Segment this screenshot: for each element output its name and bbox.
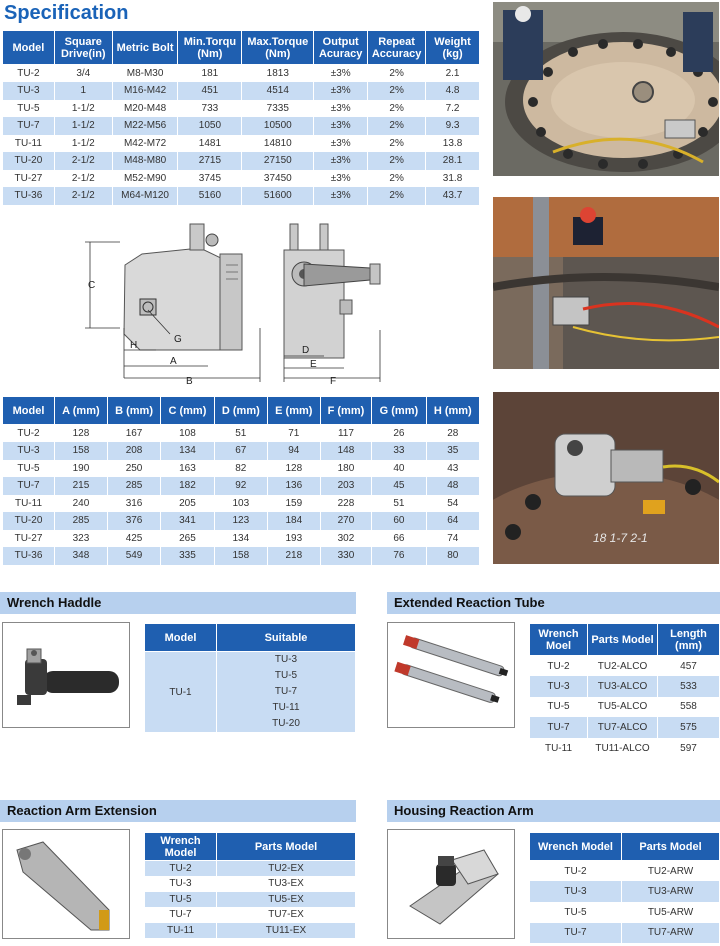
suitable-item: TU-3 (274, 654, 298, 665)
table-row (530, 697, 720, 718)
table-cell: 2% (368, 65, 426, 83)
table-cell: 66 (372, 530, 426, 548)
table-row (530, 923, 720, 944)
table-cell: TU-5 (530, 697, 588, 718)
table-cell: TU-2 (3, 65, 55, 83)
table-row (3, 152, 480, 170)
table-cell: TU-2 (530, 861, 622, 882)
col-header: H (mm) (426, 397, 479, 425)
table-cell: 533 (658, 676, 720, 697)
handle-table (144, 623, 356, 732)
tube-table (529, 623, 720, 758)
suitable-item: TU-20 (272, 718, 300, 729)
table-row (3, 82, 480, 100)
table-cell: 330 (320, 547, 372, 565)
table-cell: TU-27 (3, 530, 55, 548)
table-cell: TU-36 (3, 547, 55, 565)
dimension-diagram (80, 210, 390, 386)
table-cell: 270 (320, 512, 372, 530)
table-cell: M52-M90 (112, 170, 178, 188)
table-cell: TU2-EX (217, 861, 356, 877)
table-cell: TU-5 (145, 892, 217, 908)
table-cell: TU-5 (3, 100, 55, 118)
table-cell: TU7-EX (217, 907, 356, 923)
table-cell: ±3% (314, 135, 368, 153)
table-cell: 159 (268, 495, 321, 513)
table-cell: TU-7 (530, 923, 622, 944)
table-cell: TU-3 (145, 876, 217, 892)
dim-label-d: D (302, 345, 310, 356)
table-cell: TU-20 (3, 152, 55, 170)
table-cell: 2-1/2 (54, 152, 112, 170)
table-cell: 3745 (178, 170, 242, 188)
col-header: Square Drive(in) (54, 31, 112, 65)
table-cell: 208 (107, 442, 160, 460)
col-header: D (mm) (214, 397, 267, 425)
table-cell: 4514 (242, 82, 314, 100)
dim-label-a: A (170, 356, 177, 367)
table-row (3, 117, 480, 135)
table-cell: 5160 (178, 187, 242, 205)
col-header: Wrench Moel (530, 624, 588, 656)
table-cell: 80 (426, 547, 479, 565)
col-header: Repeat Accuracy (368, 31, 426, 65)
table-cell: 76 (372, 547, 426, 565)
table-cell: TU-5 (3, 460, 55, 478)
table-cell: 74 (426, 530, 479, 548)
table-cell: 451 (178, 82, 242, 100)
table-row (3, 530, 480, 548)
col-header: A (mm) (55, 397, 108, 425)
table-cell: 14810 (242, 135, 314, 153)
page-title: Specification (4, 2, 129, 24)
table-row (3, 100, 480, 118)
table-cell: M22-M56 (112, 117, 178, 135)
table-cell: M16-M42 (112, 82, 178, 100)
table-cell: 92 (214, 477, 267, 495)
table-cell: TU2-ARW (622, 861, 720, 882)
table-cell: TU-27 (3, 170, 55, 188)
wrench-photo (493, 392, 719, 564)
table-cell: 60 (372, 512, 426, 530)
table-cell: 117 (320, 425, 372, 443)
tube-image (387, 622, 515, 728)
table-cell: ±3% (314, 117, 368, 135)
dim-label-e: E (310, 359, 317, 370)
table-cell: 1-1/2 (54, 135, 112, 153)
table-row (3, 495, 480, 513)
table-row (530, 881, 720, 902)
table-cell: 2-1/2 (54, 170, 112, 188)
table-row (3, 170, 480, 188)
table-row (530, 738, 720, 759)
specification-table (2, 30, 480, 205)
table-cell: 148 (320, 442, 372, 460)
col-header: G (mm) (372, 397, 426, 425)
table-row (3, 442, 480, 460)
table-cell: TU5-ALCO (588, 697, 658, 718)
table-cell: 28.1 (426, 152, 480, 170)
table-cell: 48 (426, 477, 479, 495)
table-cell: 33 (372, 442, 426, 460)
table-cell: TU-3 (530, 881, 622, 902)
table-cell: 250 (107, 460, 160, 478)
table-cell: TU-7 (3, 117, 55, 135)
table-cell: 302 (320, 530, 372, 548)
table-row (145, 892, 356, 908)
table-cell: 457 (658, 656, 720, 677)
col-header: Length (mm) (658, 624, 720, 656)
svg-text:18 1-7 2-1: 18 1-7 2-1 (593, 531, 648, 545)
table-row (530, 861, 720, 882)
table-cell: 158 (214, 547, 267, 565)
col-header: Min.Torqu (Nm) (178, 31, 242, 65)
table-cell: 51 (372, 495, 426, 513)
table-cell: 181 (178, 65, 242, 83)
table-cell: 335 (161, 547, 214, 565)
table-cell: 35 (426, 442, 479, 460)
table-cell: 167 (107, 425, 160, 443)
table-cell: TU-3 (3, 442, 55, 460)
table-cell: 341 (161, 512, 214, 530)
col-header: Suitable (217, 624, 356, 652)
table-cell: TU5-EX (217, 892, 356, 908)
table-cell: 184 (268, 512, 321, 530)
table-row (530, 676, 720, 697)
table-cell: 2% (368, 117, 426, 135)
table-cell: 1481 (178, 135, 242, 153)
table-cell: 103 (214, 495, 267, 513)
table-cell: 7.2 (426, 100, 480, 118)
table-cell: 575 (658, 717, 720, 738)
table-cell: 597 (658, 738, 720, 759)
col-header: Metric Bolt (112, 31, 178, 65)
table-cell: 13.8 (426, 135, 480, 153)
table-cell: 2% (368, 152, 426, 170)
table-cell: 1-1/2 (54, 117, 112, 135)
table-cell: TU7-ALCO (588, 717, 658, 738)
flange-photo-2 (493, 197, 719, 369)
col-header: Parts Model (622, 833, 720, 861)
table-row (3, 65, 480, 83)
table-cell: TU-2 (145, 861, 217, 877)
table-cell: 205 (161, 495, 214, 513)
table-cell: 348 (55, 547, 108, 565)
table-row (530, 656, 720, 677)
table-cell: 158 (55, 442, 108, 460)
table-cell: TU-2 (530, 656, 588, 677)
table-cell: TU-7 (145, 907, 217, 923)
table-cell: TU-20 (3, 512, 55, 530)
table-cell: TU5-ARW (622, 902, 720, 923)
dim-label-f: F (330, 376, 337, 386)
table-cell: 180 (320, 460, 372, 478)
col-header: Output Acuracy (314, 31, 368, 65)
table-cell: TU3-ALCO (588, 676, 658, 697)
table-cell: 67 (214, 442, 267, 460)
table-cell: 94 (268, 442, 321, 460)
table-cell: 3/4 (54, 65, 112, 83)
table-cell: TU-5 (530, 902, 622, 923)
table-row (3, 425, 480, 443)
table-cell: ±3% (314, 82, 368, 100)
table-cell: TU3-ARW (622, 881, 720, 902)
section-extended-reaction-tube: Extended Reaction Tube (387, 592, 720, 614)
table-cell: 2% (368, 82, 426, 100)
section-wrench-handle: Wrench Haddle (0, 592, 356, 614)
table-cell: 128 (55, 425, 108, 443)
table-cell: M20-M48 (112, 100, 178, 118)
arm-extension-image (2, 829, 130, 939)
col-header: Model (3, 397, 55, 425)
table-row (3, 477, 480, 495)
table-row (530, 902, 720, 923)
col-header: C (mm) (161, 397, 214, 425)
section-reaction-arm-extension: Reaction Arm Extension (0, 800, 356, 822)
table-cell: 316 (107, 495, 160, 513)
table-cell: 27150 (242, 152, 314, 170)
table-cell: 54 (426, 495, 479, 513)
table-cell: 2-1/2 (54, 187, 112, 205)
table-cell: 134 (161, 442, 214, 460)
dimension-table (2, 396, 480, 565)
table-cell: 240 (55, 495, 108, 513)
table-row (3, 187, 480, 205)
table-row (3, 547, 480, 565)
suitable-item: TU-11 (272, 702, 300, 713)
table-cell: TU-3 (530, 676, 588, 697)
table-cell: ±3% (314, 100, 368, 118)
handle-model: TU-1 (145, 652, 217, 733)
table-cell: 71 (268, 425, 321, 443)
col-header: F (mm) (320, 397, 372, 425)
table-cell: TU-3 (3, 82, 55, 100)
table-cell: M64-M120 (112, 187, 178, 205)
dim-label-c: C (88, 280, 96, 291)
table-row (3, 512, 480, 530)
table-cell: TU-36 (3, 187, 55, 205)
table-cell: 193 (268, 530, 321, 548)
table-cell: 136 (268, 477, 321, 495)
table-cell: 123 (214, 512, 267, 530)
section-housing-reaction-arm: Housing Reaction Arm (387, 800, 720, 822)
table-cell: ±3% (314, 152, 368, 170)
handle-image (2, 622, 130, 728)
dim-label-g: G (174, 334, 182, 345)
table-cell: 215 (55, 477, 108, 495)
table-cell: 2% (368, 135, 426, 153)
table-cell: TU7-ARW (622, 923, 720, 944)
col-header: E (mm) (268, 397, 321, 425)
table-cell: M8-M30 (112, 65, 178, 83)
table-cell: 31.8 (426, 170, 480, 188)
table-cell: TU3-EX (217, 876, 356, 892)
table-cell: 182 (161, 477, 214, 495)
table-cell: TU-7 (3, 477, 55, 495)
table-cell: 10500 (242, 117, 314, 135)
table-cell: TU2-ALCO (588, 656, 658, 677)
table-cell: 2.1 (426, 65, 480, 83)
table-cell: 1050 (178, 117, 242, 135)
table-cell: M42-M72 (112, 135, 178, 153)
table-cell: 1-1/2 (54, 100, 112, 118)
table-row (145, 876, 356, 892)
table-row (3, 460, 480, 478)
suitable-item: TU-5 (274, 670, 298, 681)
table-cell: 733 (178, 100, 242, 118)
table-cell: 51 (214, 425, 267, 443)
table-cell: 1 (54, 82, 112, 100)
table-cell: 108 (161, 425, 214, 443)
table-cell: 190 (55, 460, 108, 478)
table-cell: 43 (426, 460, 479, 478)
table-row (145, 861, 356, 877)
col-header: Max.Torque (Nm) (242, 31, 314, 65)
table-cell: 285 (107, 477, 160, 495)
table-cell: ±3% (314, 170, 368, 188)
table-cell: 228 (320, 495, 372, 513)
table-cell: 26 (372, 425, 426, 443)
table-cell: 51600 (242, 187, 314, 205)
table-cell: TU-11 (530, 738, 588, 759)
col-header: Weight (kg) (426, 31, 480, 65)
table-cell: TU-11 (3, 495, 55, 513)
table-cell: 265 (161, 530, 214, 548)
table-cell: TU-2 (3, 425, 55, 443)
table-cell: 7335 (242, 100, 314, 118)
col-header: B (mm) (107, 397, 160, 425)
table-cell: 128 (268, 460, 321, 478)
table-cell: 45 (372, 477, 426, 495)
table-cell: 203 (320, 477, 372, 495)
table-cell: 82 (214, 460, 267, 478)
table-cell: 558 (658, 697, 720, 718)
table-cell: 40 (372, 460, 426, 478)
table-cell: 43.7 (426, 187, 480, 205)
housing-arm-image (387, 829, 515, 939)
table-cell: 64 (426, 512, 479, 530)
table-row (530, 717, 720, 738)
table-cell: 9.3 (426, 117, 480, 135)
suitable-item: TU-7 (274, 686, 298, 697)
table-cell: 134 (214, 530, 267, 548)
handle-suitable-cell (217, 652, 356, 733)
table-cell: 4.8 (426, 82, 480, 100)
table-cell: 163 (161, 460, 214, 478)
table-cell: 1813 (242, 65, 314, 83)
table-cell: 2% (368, 100, 426, 118)
table-cell: 37450 (242, 170, 314, 188)
table-cell: 425 (107, 530, 160, 548)
table-cell: 218 (268, 547, 321, 565)
col-header: Model (3, 31, 55, 65)
table-row (145, 923, 356, 939)
table-cell: ±3% (314, 65, 368, 83)
dim-label-h: H (130, 340, 138, 351)
col-header: Model (145, 624, 217, 652)
table-cell: 28 (426, 425, 479, 443)
col-header: Wrench Model (145, 833, 217, 861)
table-cell: M48-M80 (112, 152, 178, 170)
table-cell: TU-11 (145, 923, 217, 939)
table-cell: 549 (107, 547, 160, 565)
table-cell: TU11-EX (217, 923, 356, 939)
table-cell: 2% (368, 170, 426, 188)
flange-photo-1 (493, 2, 719, 176)
table-cell: TU11-ALCO (588, 738, 658, 759)
table-cell: 2% (368, 187, 426, 205)
col-header: Parts Model (217, 833, 356, 861)
table-cell: TU-11 (3, 135, 55, 153)
col-header: Parts Model (588, 624, 658, 656)
table-row (145, 907, 356, 923)
table-cell: ±3% (314, 187, 368, 205)
table-cell: 376 (107, 512, 160, 530)
col-header: Wrench Model (530, 833, 622, 861)
table-cell: TU-7 (530, 717, 588, 738)
table-cell: 285 (55, 512, 108, 530)
table-cell: 2715 (178, 152, 242, 170)
arm-extension-table (144, 832, 356, 938)
table-cell: 323 (55, 530, 108, 548)
housing-arm-table (529, 832, 720, 943)
table-row (3, 135, 480, 153)
dim-label-b: B (186, 376, 193, 386)
